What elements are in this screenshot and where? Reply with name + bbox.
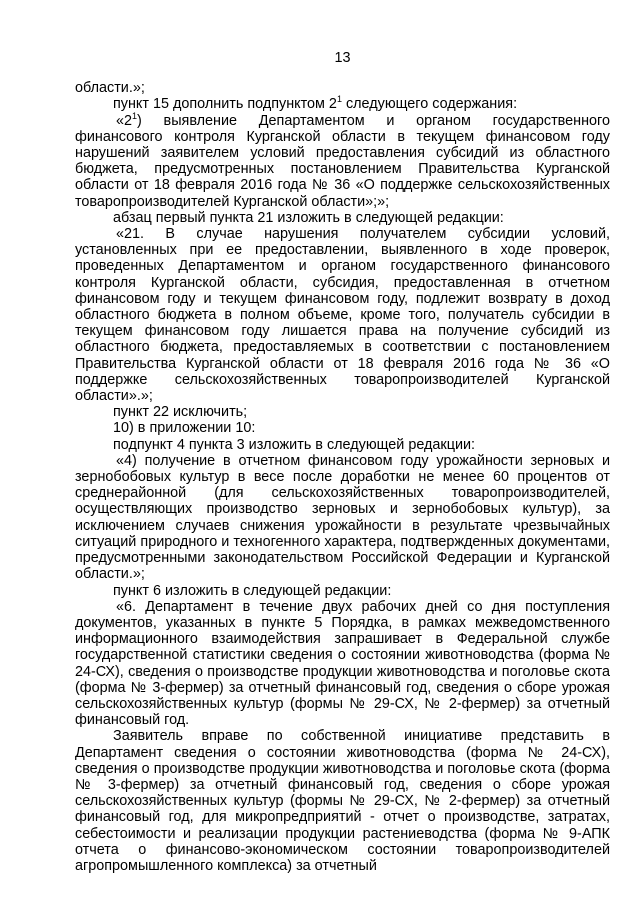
- paragraph-continuation: области.»;: [75, 80, 145, 97]
- page-number: 13: [334, 50, 351, 66]
- paragraph-point-22: пункт 22 исключить;: [113, 404, 248, 421]
- paragraph-subpoint-2-1: [75, 110, 610, 210]
- paragraph-point-6-intro: пункт 6 изложить в следующей редакции:: [113, 582, 392, 599]
- paragraph-point-21-text: «21. В случае нарушения получателем субсидии условий, установленных при ее предоставлении, выявленного в ходе проверок, проведенных Департаментом и органом государственного финансового контроля Курганской области, субсидия, предоставленная в отчетном финансовом году и текущем финансовом году, подлежит возврату в доход областного бюджета в полном объеме, кроме того, получатель субсидии в текущем финансовом году лишается права на получение субсидий из областного бюджета, предоставляемых в соответствии с постановлением Правительства Курганской области от 18 февраля 2016 года № 36 «О поддержке сельскохозяйственных товаропроизводителей Курганской области».»;: [75, 226, 610, 405]
- document-page: [75, 50, 610, 874]
- paragraph-point-6-text: «6. Департамент в течение двух рабочих дней со дня поступления документов, указанных в пункте 5 Порядка, в рамках межведомственного информационного взаимодействия запрашивает в Федеральной службе государственной статистики сведения о состоянии животноводства (форма № 24-СХ), сведения о производстве продукции животноводства и поголовье скота (форма № 3-фермер) за отчетный финансовый год, сведения о сборе урожая сельскохозяйственных культур (формы № 29-СХ, № 2-фермер) за отчетный финансовый год.: [75, 598, 610, 729]
- text-fragment: ) выявление Департаментом и органом государственного финансового контроля Курганской области в текущем финансовом году нарушений заявителем условий предоставления субсидий из областного бюджета, предусмотренных постановлением Правительства Курганской области от 18 февраля 2016 года № 36 «О поддержке сельскохозяйственных товаропроизводителей Курганской области»;»;: [75, 112, 610, 210]
- paragraph-subpoint-4-intro: подпункт 4 пункта 3 изложить в следующей редакции:: [113, 436, 476, 453]
- paragraph-subpoint-4-text: «4) получение в отчетном финансовом году урожайности зерновых и зернобобовых культур в весе после доработки не менее 60 процентов от среднерайонной (для сельскохозяйственных товаропроизводителей, осуществляющих производство зерновых и зернобобовых культур), за исключением случаев снижения урожайности в результате чрезвычайных ситуаций природного и техногенного характера, подтвержденных документами, предусмотренными законодательством Российской Федерации и Курганской области.»;: [75, 452, 610, 583]
- text-fragment: пункт 15 дополнить подпунктом 2: [113, 96, 337, 113]
- text-fragment: следующего содержания:: [341, 96, 518, 113]
- paragraph-point-15: [75, 96, 610, 112]
- superscript: 1: [336, 94, 342, 105]
- text-fragment: «2: [116, 112, 133, 129]
- paragraph-point-21-intro: абзац первый пункта 21 изложить в следующей редакции:: [113, 209, 504, 226]
- superscript: 1: [132, 110, 138, 121]
- paragraph-appendix-10: 10) в приложении 10:: [113, 420, 256, 437]
- paragraph-applicant: Заявитель вправе по собственной инициативе представить в Департамент сведения о состоянии животноводства (форма № 24-СХ), сведения о производстве продукции животноводства и поголовье скота (форма № 3-фермер) за отчетный финансовый год, сведения о сборе урожая сельскохозяйственных культур (формы № 29-СХ, № 2-фермер) за отчетный финансовый год, для микропредприятий - отчет о производстве, затратах, себестоимости и реализации продукции растениеводства (форма № 9-АПК отчета о финансово-экономическом состоянии товаропроизводителей агропромышленного комплекса) за отчетный: [75, 728, 610, 874]
